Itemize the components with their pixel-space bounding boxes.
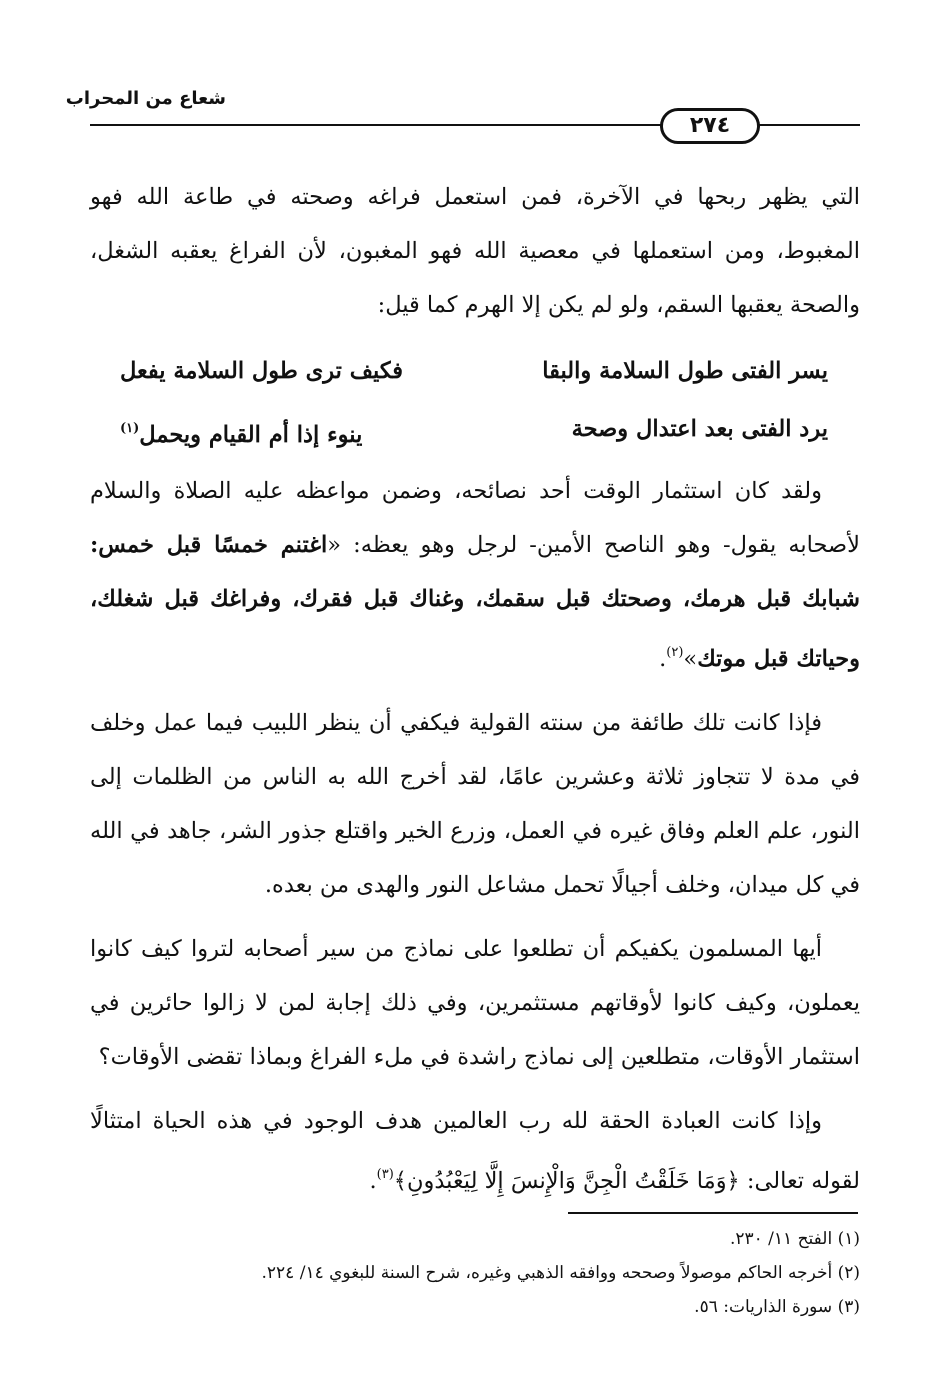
paragraph-5 [90, 1094, 860, 1208]
poem-line-1 [90, 342, 860, 400]
running-title: شعاع من المحراب [65, 88, 226, 109]
paragraph-3: فإذا كانت تلك طائفة من سنته القولية فيكفي أن ينظر اللبيب فيما عمل وخلف في مدة لا تتجاوز ثلاثة وعشرين عامًا، لقد أخرج الله به الناس من الظلمات إلى النور، علم العلم وفاق غيره في العمل، وزرع الخير واقتلع جذور الشر، جاهد في الله في كل ميدان، وخلف أجيالًا تحمل مشاعل النور والهدى من بعده. [90, 710, 860, 898]
poem-line-2-second-hemistich [120, 400, 362, 464]
page-number: ٢٧٤ [660, 108, 760, 144]
paragraph-4: أيها المسلمون يكفيكم أن تطلعوا على نماذج من سير أصحابه لتروا كيف كانوا يعملون، وكيف كانوا لأوقاتهم مستثمرين، وفي ذلك إجابة لمن لا زالوا حائرين في استثمار الأوقات، متطلعين إلى نماذج راشدة في ملء الفراغ وبماذا تقضى الأوقات؟ [90, 936, 860, 1070]
poem-line-2-text: ينوء إذا أم القيام ويحمل [139, 422, 363, 448]
footnote-rule [568, 1212, 858, 1214]
poem [90, 342, 860, 464]
paragraph-2-intro: ولقد كان استثمار الوقت أحد نصائحه، وضمن مواعظه عليه الصلاة والسلام لأصحابه يقول- وهو الناصح الأمين- لرجل وهو يعظه: « [90, 478, 860, 558]
footnote-2: (٢) أخرجه الحاكم موصولاً وصححه ووافقه الذهبي وغيره، شرح السنة للبغوي ١٤/ ٢٢٤. [261, 1263, 860, 1283]
paragraph-2-tail: . [659, 646, 667, 672]
hadith-quote: اغتنم خمسًا قبل خمس: شبابك قبل هرمك، وصحتك قبل سقمك، وغناك قبل فقرك، وفراغك قبل شغلك، وحياتك قبل موتك [90, 532, 860, 672]
footnote-3: (٣) سورة الذاريات: ٥٦. [694, 1297, 860, 1317]
quran-verse: ﴿وَمَا خَلَقْتُ الْجِنَّ وَالْإِنسَ إِلَّا لِيَعْبُدُونِ﴾ [393, 1168, 740, 1194]
footnote-ref-2: (٢) [666, 645, 684, 660]
footnote-1: (١) الفتح ١١/ ٢٣٠. [729, 1229, 860, 1249]
poem-line-2-first-hemistich: يرد الفتى بعد اعتدال وصحة [571, 416, 828, 442]
body-text [90, 170, 860, 1218]
paragraph-5-intro: وإذا كانت العبادة الحقة لله رب العالمين هدف الوجود في هذه الحياة امتثالًا لقوله تعالى: [90, 1108, 860, 1194]
footnote-ref-3: (٣) [376, 1167, 394, 1182]
paragraph-5-tail: . [369, 1168, 377, 1194]
footnote-ref-1: (١) [120, 421, 140, 436]
poem-line-1-first-hemistich: يسر الفتى طول السلامة والبقا [542, 358, 828, 384]
paragraph-1: التي يظهر ربحها في الآخرة، فمن استعمل فراغه وصحته في طاعة الله فهو المغبوط، ومن استعملها في معصية الله فهو المغبون، لأن الفراغ يعقبه الشغل، والصحة يعقبها السقم، ولو لم يكن إلا الهرم كما قيل: [90, 184, 860, 318]
footnotes [90, 1222, 860, 1324]
page-header [0, 0, 938, 150]
hadith-close-quote: » [683, 646, 698, 672]
poem-line-2 [90, 400, 860, 464]
poem-line-1-second-hemistich: فكيف ترى طول السلامة يفعل [120, 358, 404, 384]
paragraph-2 [90, 464, 860, 686]
